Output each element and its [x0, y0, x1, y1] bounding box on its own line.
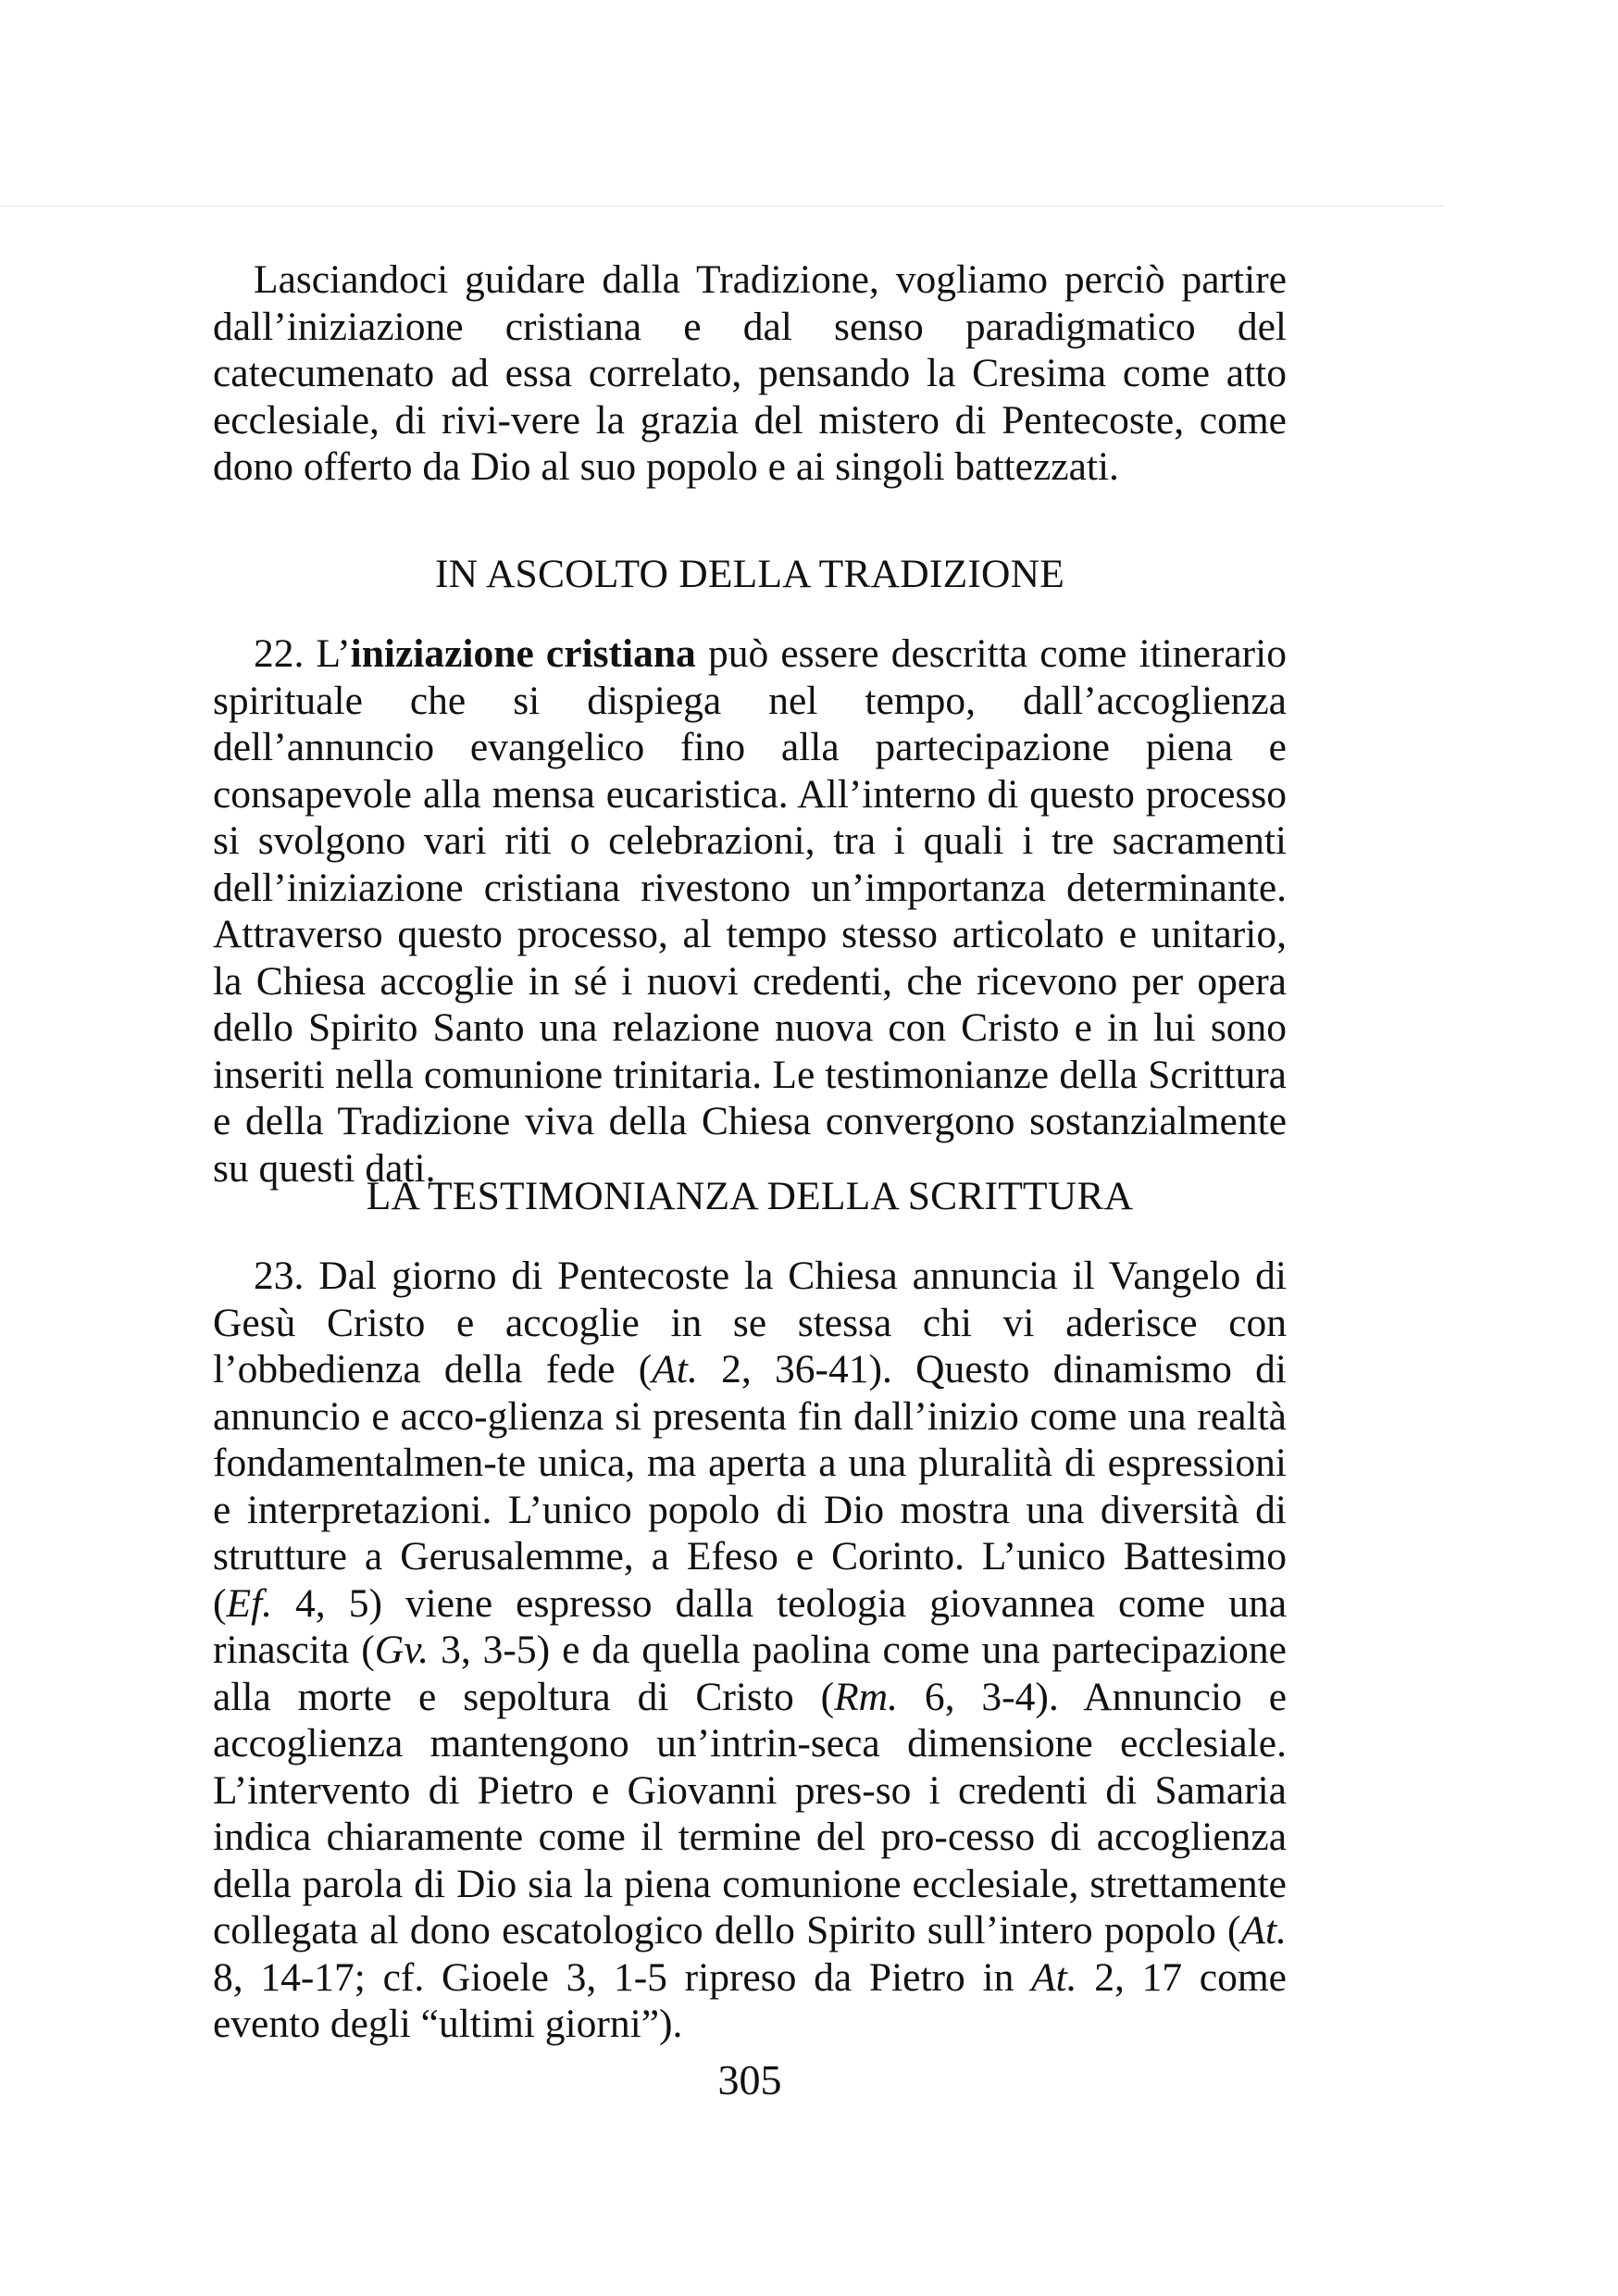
text-run: 2, 36-41). Questo dinamismo di annuncio e acco-glienza si presenta fin dall’inizio come una realtà fondamentalmen-te unica, ma aperta a una pluralità di espressioni e interpretazioni. L’unico popolo di Dio mostra una diversità di strutture a Gerusalemme, a Efeso e Corinto. L’unico Battesimo ( [213, 1347, 1288, 1626]
paragraph-23 [213, 1253, 1287, 2048]
section-heading-scrittura: LA TESTIMONIANZA DELLA SCRITTURA [366, 1174, 1134, 1218]
section-heading-tradizione: IN ASCOLTO DELLA TRADIZIONE [434, 552, 1065, 596]
page-number: 305 [717, 2056, 782, 2103]
bible-reference: Gv. [374, 1628, 429, 1672]
bible-reference: At. [1240, 1908, 1287, 1953]
intro-paragraph-block [213, 256, 1287, 491]
bible-reference: Rm. [834, 1674, 898, 1719]
text-run: 3, 3-5) e da quella paolina come una partecipazione alla morte e sepoltura di Cristo ( [213, 1628, 1287, 1719]
text-run: Dal giorno di Pentecoste la Chiesa annuncia il Vangelo di Gesù Cristo e accoglie in se stessa chi vi aderisce con l’obbedienza della fede ( [213, 1254, 1287, 1391]
text-run: 2, 17 come evento degli “ultimi giorni”). [213, 1954, 1287, 2046]
bible-reference: Ef. [226, 1580, 273, 1626]
bible-reference: At. [652, 1347, 698, 1391]
intro-paragraph: Lasciandoci guidare dalla Tradizione, vogliamo perciò partire dall’iniziazione cristiana e dal senso paradigmatico del catecumenato ad essa correlato, pensando la Cresima come atto ecclesiale, di rivi-vere la grazia del mistero di Pentecoste, come dono offerto da Dio al suo popolo e ai singoli battezzati. [213, 257, 1287, 489]
bold-term: iniziazione cristiana [350, 631, 696, 676]
paragraph-body: può essere descritta come itinerario spirituale che si dispiega nel tempo, dall’accoglienza dell’annuncio evangelico fino alla partecipazione piena e consapevole alla mensa eucaristica. All’interno di questo processo si svolgono vari riti o celebrazioni, tra i quali i tre sacramenti dell’iniziazione cristiana rivestono un’importanza determinante. Attraverso questo processo, al tempo stesso articolato e unitario, la Chiesa accoglie in sé i nuovi credenti, che ricevono per opera dello Spirito Santo una relazione nuova con Cristo e in lui sono inseriti nella comunione trinitaria. Le testimonianze della Scrittura e della Tradizione viva della Chiesa convergono sostanzialmente su questi dati. [213, 631, 1287, 1191]
paragraph-number: 23. [254, 1254, 305, 1298]
text-run: 6, 3-4). Annuncio e accoglienza mantengono un’intrin-seca dimensione ecclesiale. L’intervento di Pietro e Giovanni pres-so i credenti di Samaria indica chiaramente come il termine del pro-cesso di accoglienza della parola di Dio sia la piena comunione ecclesiale, strettamente collegata al dono escatologico dello Spirito sull’intero popolo ( [213, 1674, 1288, 1953]
text-run: 4, 5) viene espresso dalla teologia giovannea come una rinascita ( [213, 1580, 1287, 1672]
paragraph-23-block [213, 1253, 1287, 2048]
paragraph-22-block [213, 630, 1287, 1192]
paragraph-number: 22. [254, 631, 305, 676]
bible-reference: At. [1031, 1954, 1077, 2000]
text-run: 8, 14-17; cf. Gioele 3, 1-5 ripreso da Pietro in [213, 1954, 1032, 2000]
paragraph-lead: L’ [316, 631, 351, 676]
paragraph-22 [213, 630, 1287, 1192]
